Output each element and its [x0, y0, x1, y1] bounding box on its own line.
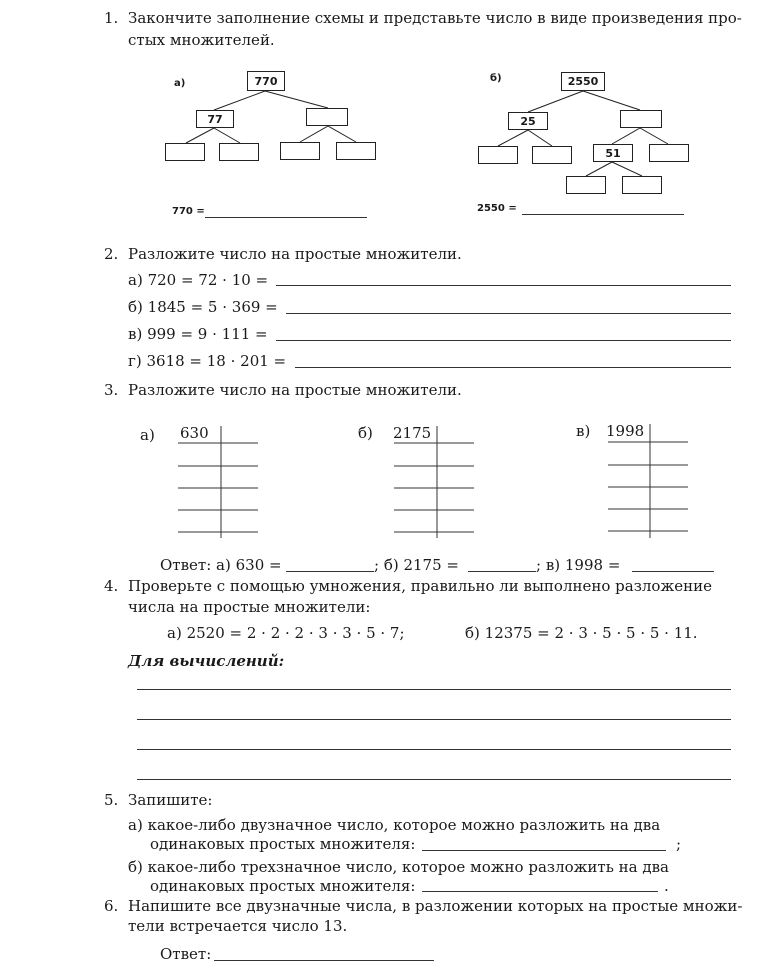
task4-calc-line[interactable]	[137, 779, 731, 780]
task5-item-a-line1: а) какое-либо двузначное число, которое можно разложить на два	[128, 816, 661, 834]
tree-b-leaf-box[interactable]	[566, 176, 606, 194]
task4-calc-line[interactable]	[137, 719, 731, 720]
task6-number: 6.	[104, 897, 119, 915]
task2-item-b-line[interactable]	[286, 313, 731, 314]
task5-item-b-end: .	[664, 877, 669, 895]
task4-number: 4.	[104, 577, 119, 595]
task5-item-b-line1: б) какое-либо трехзначное число, которое можно разложить на два	[128, 858, 669, 876]
task6-answer-label: Ответ:	[160, 945, 212, 963]
task2-number: 2.	[104, 245, 119, 263]
tree-a-leaf-box[interactable]	[165, 143, 205, 161]
task4-text-line2: числа на простые множители:	[128, 598, 371, 616]
task6-text-line1: Напишите все двузначные числа, в разложении которых на простые множи-	[128, 897, 743, 915]
task3-answer-b-label: ; б) 2175 =	[374, 556, 459, 574]
tree-b-leaf-box[interactable]	[532, 146, 572, 164]
tree-b-sub-box: 51	[593, 144, 633, 162]
task4-example-b: б) 12375 = 2 · 3 · 5 · 5 · 5 · 11.	[465, 624, 698, 642]
tree-b-answer-line[interactable]	[522, 214, 684, 215]
task3-number: 3.	[104, 381, 119, 399]
tree-b-leaf-box[interactable]	[478, 146, 518, 164]
task1-text-line1: Закончите заполнение схемы и представьте число в виде произведения про-	[128, 9, 742, 27]
task5-item-b-answer-line[interactable]	[422, 891, 658, 892]
task3-answer-a-label: Ответ: а) 630 =	[160, 556, 282, 574]
task1-text-line2: стых множителей.	[128, 31, 275, 49]
task3-col-b-label: б)	[358, 424, 373, 442]
tree-b-label: б)	[490, 73, 502, 84]
task5-number: 5.	[104, 791, 119, 809]
task3-col-b-value: 2175	[393, 424, 432, 442]
task3-col-a-value: 630	[180, 424, 209, 442]
task3-col-a-label: а)	[140, 426, 155, 444]
tree-b-leaf-box[interactable]	[622, 176, 662, 194]
tree-a-answer-label: 770 =	[172, 206, 205, 217]
task2-text: Разложите число на простые множители.	[128, 245, 462, 263]
tree-b-right-box[interactable]	[620, 110, 662, 128]
tree-a-right-box[interactable]	[306, 108, 348, 126]
task5-item-a-end: ;	[676, 835, 682, 853]
task2-item-d: г) 3618 = 18 · 201 =	[128, 352, 287, 370]
task2-item-b: б) 1845 = 5 · 369 =	[128, 298, 278, 316]
task4-calc-line[interactable]	[137, 749, 731, 750]
tree-b-root-box: 2550	[561, 72, 605, 91]
task3-col-c-value: 1998	[606, 422, 645, 440]
task4-calc-line[interactable]	[137, 689, 731, 690]
task5-item-b-line2: одинаковых простых множителя:	[150, 877, 416, 895]
tree-a-leaf-box[interactable]	[280, 142, 320, 160]
task6-text-line2: тели встречается число 13.	[128, 917, 348, 935]
task4-calc-label: Для вычислений:	[128, 652, 285, 670]
tree-a-left-box: 77	[196, 110, 234, 128]
task5-text: Запишите:	[128, 791, 213, 809]
task2-item-c-line[interactable]	[276, 340, 731, 341]
task6-answer-line[interactable]	[214, 960, 434, 961]
task3-text: Разложите число на простые множители.	[128, 381, 462, 399]
task5-item-a-line2: одинаковых простых множителя:	[150, 835, 416, 853]
task1-number: 1.	[104, 9, 119, 27]
task2-item-a-line[interactable]	[276, 285, 731, 286]
tree-a-answer-line[interactable]	[205, 217, 367, 218]
tree-a-leaf-box[interactable]	[336, 142, 376, 160]
tree-b-leaf-box[interactable]	[649, 144, 689, 162]
task4-text-line1: Проверьте с помощью умножения, правильно ли выполнено разложение	[128, 577, 712, 595]
tree-b-left-box: 25	[508, 112, 548, 130]
task2-item-c: в) 999 = 9 · 111 =	[128, 325, 268, 343]
task3-col-c-label: в)	[576, 422, 591, 440]
task3-answer-a-line[interactable]	[286, 571, 374, 572]
task3-answer-b-line[interactable]	[468, 571, 536, 572]
tree-a-root-box: 770	[247, 71, 285, 91]
task3-answer-c-line[interactable]	[632, 571, 714, 572]
tree-a-leaf-box[interactable]	[219, 143, 259, 161]
task2-item-a: а) 720 = 72 · 10 =	[128, 271, 269, 289]
tree-b-answer-label: 2550 =	[477, 203, 517, 214]
task5-item-a-answer-line[interactable]	[422, 850, 666, 851]
task4-example-a: а) 2520 = 2 · 2 · 2 · 3 · 3 · 5 · 7;	[167, 624, 405, 642]
tree-a-label: а)	[174, 78, 186, 89]
task2-item-d-line[interactable]	[295, 367, 731, 368]
task3-answer-c-label: ; в) 1998 =	[536, 556, 621, 574]
